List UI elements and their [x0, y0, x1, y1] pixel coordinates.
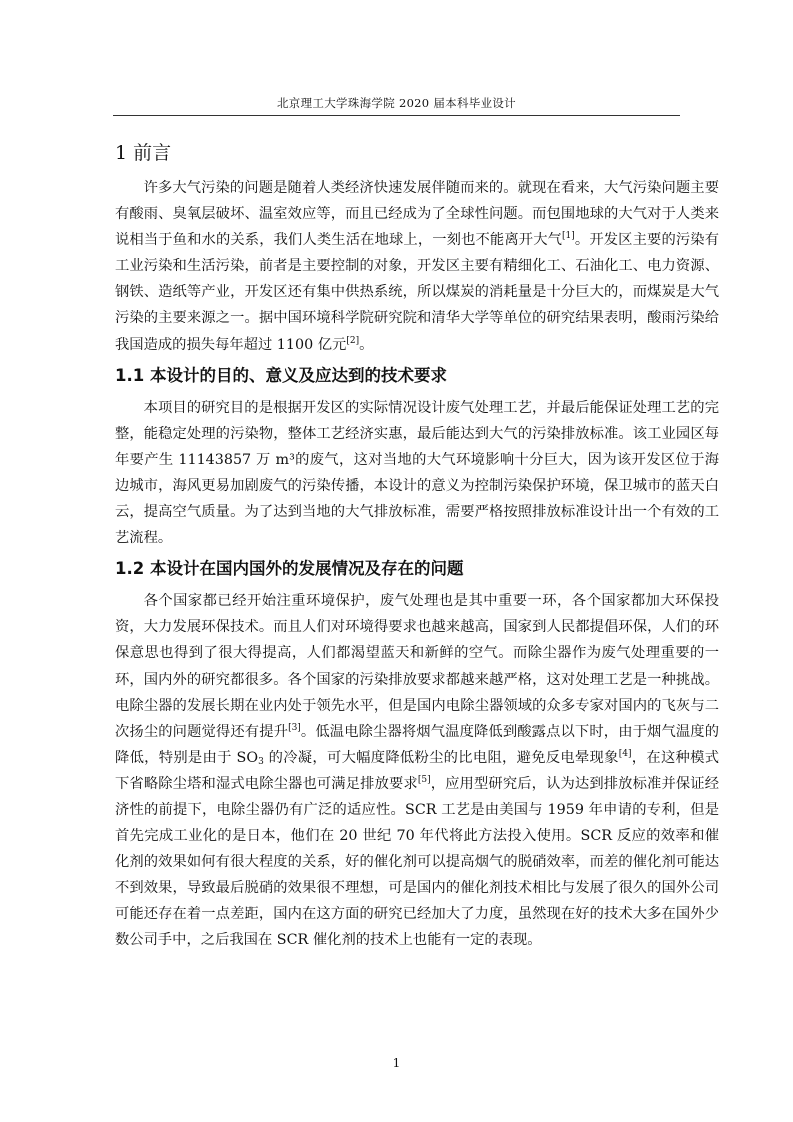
paragraph-purpose — [115, 395, 719, 552]
paragraph-text: 。低温电除尘器将烟气温度降低到酸露点以下时，由于烟气温度的降低，特别是由于 SO — [115, 723, 720, 766]
paragraph-text: ，应用型研究后，认为达到排放标准并保证经济性的前提下，电除尘器仍有广泛的适应性。SCR 工艺是由美国与 1959 年申请的专利，但是首先完成工业化的是日本，他们在 20 世纪 70 年代将此方法投入使用。SCR 反应的效率和催化剂的效果如何有很大程度的关系，好的催化剂可以提高烟气的脱硝效率，而差的催化剂可能达不到效果，导致最后脱硝的效果很不理想，可是国内的催化剂技术相比与发展了很久的国外公司可能还存在着一点差距，国内在这方面的研究已经加大了力度，虽然现在好的技术大多在国外少数公司手中，之后我国在 SCR 催化剂的技术上也能有一定的表现。 — [115, 775, 720, 949]
citation-ref-3: [3] — [288, 722, 301, 733]
paragraph-text: ，在这种模式下省略除尘塔和湿式电除尘器也可满足排放要求 — [115, 749, 720, 792]
paragraph-development — [115, 588, 719, 953]
paragraph-text: 。开发区主要的污染有工业污染和生活污染，前者是主要控制的对象，开发区主要有精细化工、石油化工、电力资源、钢铁、造纸等产业，开发区还有集中供热系统，所以煤炭的消耗量是十分巨大的，而煤炭是大气污染的主要来源之一。据中国环境科学院研究院和清华大学等单位的研究结果表明，酸雨污染给我国造成的损失每年超过 1100 亿元 — [115, 232, 720, 353]
section-heading-1-2: 1.2 本设计在国内国外的发展情况及存在的问题 — [115, 559, 464, 579]
paragraph-text: 的冷凝，可大幅度降低粉尘的比电阻，避免反电晕现象 — [263, 749, 619, 766]
paragraph-text: 许多大气污染的问题是随着人类经济快速发展伴随而来的。就现在看来，大气污染问题主要有酸雨、臭氧层破坏、温室效应等，而且已经成为了全球性问题。而包围地球的大气对于人类来说相当于鱼和水的关系，我们人类生活在地球上，一刻也不能离开大气 — [115, 180, 719, 249]
paragraph-text: 本项目的研究目的是根据开发区的实际情况设计废气处理工艺，并最后能保证处理工艺的完整，能稳定处理的污染物，整体工艺经济实惠，最后能达到大气的污染排放标准。该工业园区每年要产生 11143857 万 m³的废气，这对当地的大气环境影响十分巨大，因为该开发区位于海边城市，海风更易加剧废气的污染传播，本设计的意义为控制污染保护环境，保卫城市的蓝天白云，提高空气质量。为了达到当地的大气排放标准，需要严格按照排放标准设计出一个有效的工艺流程。 — [115, 399, 719, 547]
citation-ref-5: [5] — [417, 774, 431, 785]
citation-ref-2: [2] — [346, 335, 360, 346]
citation-ref-4: [4] — [618, 748, 632, 759]
document-body — [115, 133, 719, 954]
page-number: 1 — [392, 1056, 401, 1070]
paragraph-introduction — [115, 175, 719, 358]
page-header: 北京理工大学珠海学院 2020 届本科毕业设计 — [277, 96, 516, 110]
section-heading-1: 1 前言 — [115, 142, 172, 164]
paragraph-text: 各个国家都已经开始注重环境保护，废气处理也是其中重要一环，各个国家都加大环保投资，大力发展环保技术。而且人们对环境得要求也越来越高，国家到人民都提倡环保，人们的环保意思也得到了很大得提高，人们都渴望蓝天和新鲜的空气。而除尘器作为废气处理重要的一环，国内外的研究都很多。各个国家的污染排放要求都越来越严格，这对处理工艺是一种挑战。电除尘器的发展长期在业内处于领先水平，但是国内电除尘器领域的众多专家对国内的飞灰与二次扬尘的问题觉得还有提升 — [115, 593, 719, 740]
subscript-3: 3 — [258, 756, 264, 767]
section-heading-1-1: 1.1 本设计的目的、意义及应达到的技术要求 — [115, 365, 447, 385]
citation-ref-1: [1] — [562, 231, 575, 242]
header-rule — [113, 115, 680, 116]
paragraph-text: 。 — [359, 336, 374, 353]
